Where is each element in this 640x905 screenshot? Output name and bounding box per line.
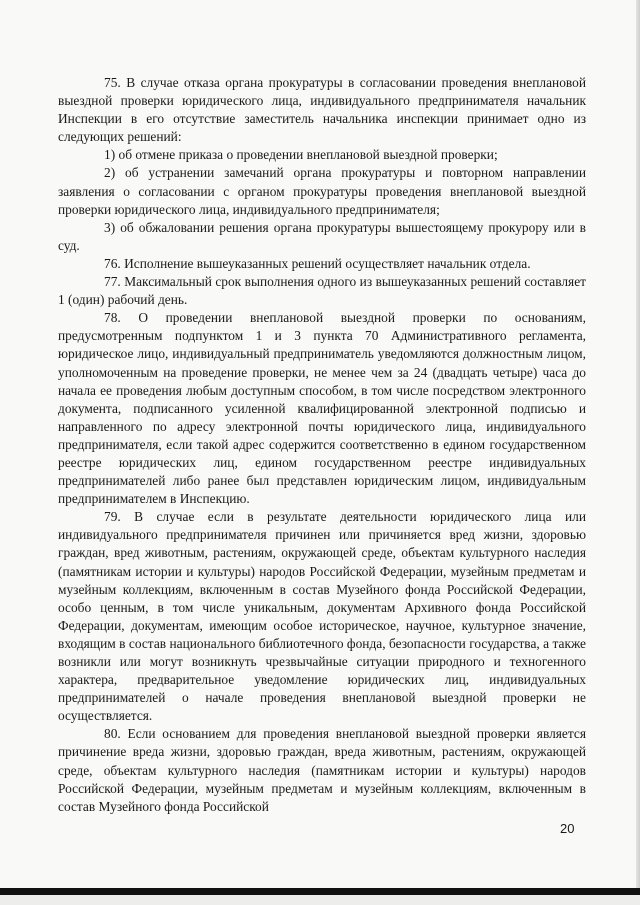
document-body: [58, 74, 586, 816]
scan-border-bar: [0, 888, 640, 895]
paragraph-76: 76. Исполнение вышеуказанных решений осуществляет начальник отдела.: [104, 255, 531, 271]
page-number: 20: [560, 821, 575, 836]
paragraph-77: 77. Максимальный срок выполнения одного из вышеуказанных решений составляет 1 (один) рабочий день.: [58, 274, 586, 308]
scan-edge: [636, 0, 640, 905]
paragraph-75: 75. В случае отказа органа прокуратуры в согласовании проведения внеплановой выездной проверки юридического лица, индивидуального предпринимателя начальник Инспекции в его отсутствие заместитель начальника инспекции принимает одно из следующих решений:: [58, 75, 586, 145]
paragraph-79: 79. В случае если в результате деятельности юридического лица или индивидуального предпринимателя причинен или причиняется вред жизни, здоровью граждан, вред животным, растениям, окружающей среде, объектам культурного наследия (памятникам истории и культуры) народов Российской Федерации, музейным предметам и музейным коллекциям, включенным в состав Музейного фонда Российской Федерации, особо ценным, в том числе уникальным, документам Архивного фонда Российской Федерации, документам, имеющим особое историческое, научное, культурное значение, входящим в состав национального библиотечного фонда, безопасности государства, а также возникли или могут возникнуть чрезвычайные ситуации природного и техногенного характера, предварительное уведомление юридических лиц, индивидуальных предпринимателей о начале проведения внеплановой выездной проверки не осуществляется.: [58, 509, 586, 724]
paragraph-78: 78. О проведении внеплановой выездной проверки по основаниям, предусмотренным подпунктом 1 и 3 пункта 70 Административного регламента, юридическое лицо, индивидуальный предприниматель уведомляются должностным лицом, уполномоченным на проведение проверки, не менее чем за 24 (двадцать четыре) часа до начала ее проведения любым доступным способом, в том числе посредством электронного документа, подписанного усиленной квалифицированной электронной подписью и направленного по адресу электронной почты юридического лица, индивидуального предпринимателя, если такой адрес содержится соответственно в едином государственном реестре юридических лиц, едином государственном реестре индивидуальных предпринимателей либо ранее был представлен юридическим лицом, индивидуальным предпринимателем в Инспекцию.: [58, 310, 586, 507]
paragraph-80: 80. Если основанием для проведения внеплановой выездной проверки является причинение вреда жизни, здоровью граждан, вреда животным, растениям, окружающей среде, объектам культурного наследия (памятникам истории и культуры) народов Российской Федерации, музейным предметам и музейным коллекциям, включенным в состав Музейного фонда Российской: [58, 726, 586, 814]
scan-shadow: [0, 895, 640, 905]
paragraph-75-item-1: 1) об отмене приказа о проведении внеплановой выездной проверки;: [104, 147, 498, 163]
paragraph-75-item-3: 3) об обжаловании решения органа прокуратуры вышестоящему прокурору или в суд.: [58, 219, 586, 253]
paragraph-75-item-2: 2) об устранении замечаний органа прокуратуры и повторном направлении заявления о согласовании с органом прокуратуры проведения внеплановой выездной проверки юридического лица, индивидуального предпринимателя;: [58, 165, 586, 217]
